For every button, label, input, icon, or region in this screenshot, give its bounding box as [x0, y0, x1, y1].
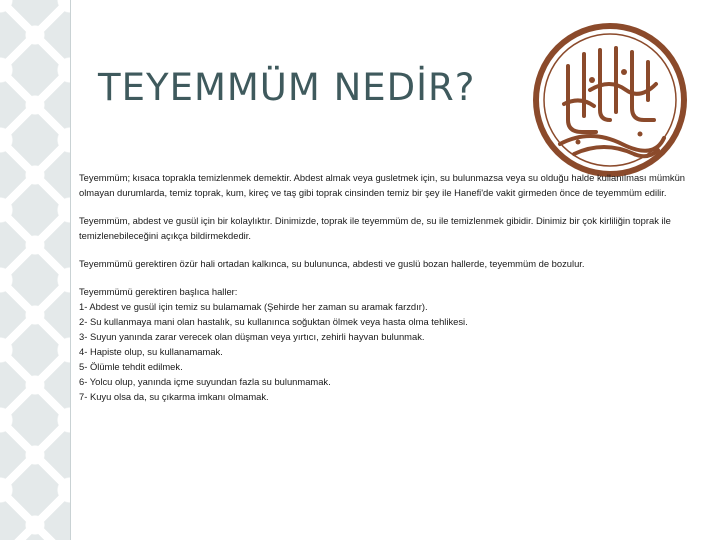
arabic-calligraphy-seal-icon: [530, 20, 690, 180]
side-divider: [70, 0, 71, 540]
list-item: 6- Yolcu olup, yanında içme suyundan fazla su bulunmamak.: [79, 376, 331, 387]
list-item: 2- Su kullanmaya mani olan hastalık, su kullanınca soğuktan ölmek veya hasta olma tehlikesi.: [79, 316, 468, 327]
list-item: 1- Abdest ve gusül için temiz su bulamamak (Şehirde her zaman su aramak farzdır).: [79, 301, 428, 312]
list-item: 7- Kuyu olsa da, su çıkarma imkanı olmamak.: [79, 391, 269, 402]
list-item: 4- Hapiste olup, su kullanamamak.: [79, 346, 223, 357]
paragraph-definition: Teyemmüm; kısaca toprakla temizlenmek demektir. Abdest almak veya gusletmek için, su bulunmazsa veya su olduğu halde kullanılması mümkün olmayan durumlarda, temiz toprak, kum, kireç ve taş gibi toprak cinsinden temiz bir şey ile Hanefi'de vakit girmeden önce de teyemmüm edilir.: [79, 172, 686, 198]
slide-content: [79, 170, 689, 404]
paragraph-ease: Teyemmüm, abdest ve gusül için bir kolaylıktır. Dinimizde, toprak ile teyemmüm de, su ile temizlenmek gibidir. Dinimiz bir çok kirliliğin toprak ile temizlenebileceğini açıkça bildirmekdedir.: [79, 215, 671, 241]
paragraph-invalidation: Teyemmümü gerektiren özür hali ortadan kalkınca, su bulununca, abdesti ve guslü bozan hallerde, teyemmüm de bozulur.: [79, 258, 585, 269]
list-item: 3- Suyun yanında zarar verecek olan düşman veya yırtıcı, zehirli hayvan bulunmak.: [79, 331, 425, 342]
list-item: 5- Ölümle tehdit edilmek.: [79, 361, 183, 372]
list-title: Teyemmümü gerektiren başlıca haller:: [79, 286, 238, 297]
slide-title: TEYEMMÜM NEDİR?: [98, 66, 476, 109]
conditions-list: [79, 299, 689, 404]
decorative-side-pattern: [0, 0, 70, 540]
